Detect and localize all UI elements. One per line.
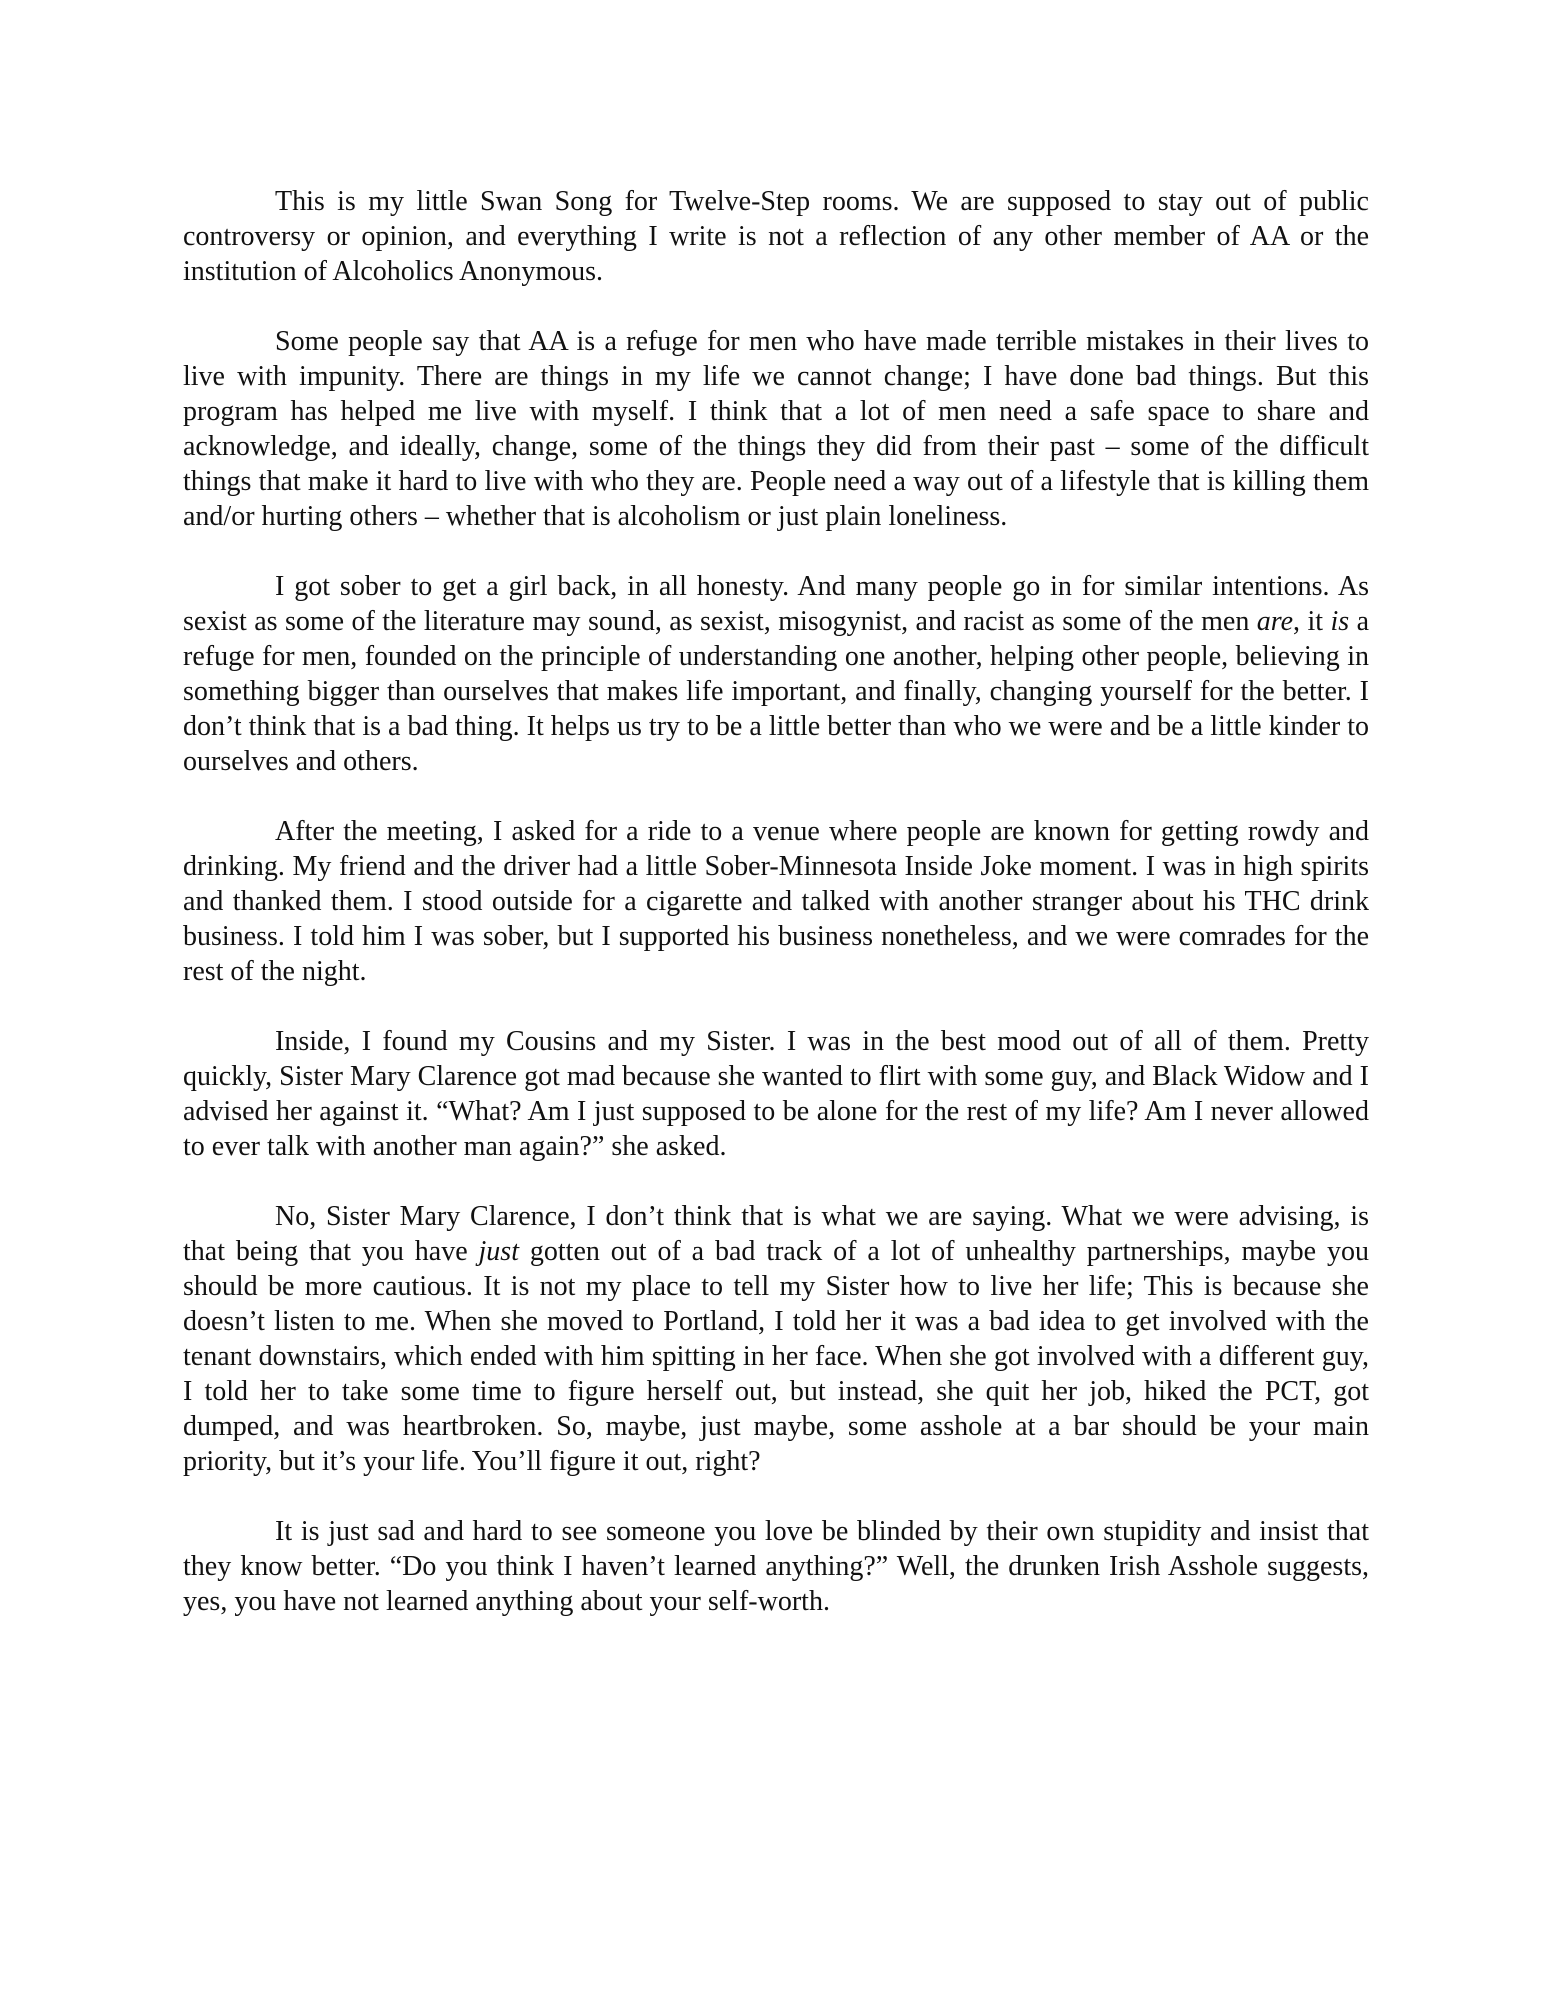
paragraph-7-text: It is just sad and hard to see someone you love be blinded by their own stupidity and insist that they know better. “Do you think I haven’t learned anything?” Well, the drunken Irish Asshole suggests, yes, you have not learned anything about your self-worth. [183,1516,1369,1617]
paragraph-3-italic-are: are [1256,606,1294,637]
paragraph-3 [183,569,1369,779]
paragraph-4 [183,814,1369,989]
paragraph-3-text-b: , it [1293,606,1331,637]
paragraph-1 [183,184,1369,289]
paragraph-3-italic-is: is [1330,606,1350,637]
document-body [183,184,1369,1619]
paragraph-3-text-a: I got sober to get a girl back, in all honesty. And many people go in for similar intentions. As sexist as some of the literature may sound, as sexist, misogynist, and racist as some of the men [183,571,1369,637]
paragraph-7 [183,1514,1369,1619]
paragraph-6 [183,1199,1369,1479]
paragraph-6-text-b: gotten out of a bad track of a lot of unhealthy partnerships, maybe you should be more cautious. It is not my place to tell my Sister how to live her life; This is because she doesn’t listen to me. When she moved to Portland, I told her it was a bad idea to get involved with the tenant downstairs, which ended with him spitting in her face. When she got involved with a different guy, I told her to take some time to figure herself out, but instead, she quit her job, hiked the PCT, got dumped, and was heartbroken. So, maybe, just maybe, some asshole at a bar should be your main priority, but it’s your life. You’ll figure it out, right? [183,1236,1369,1477]
paragraph-5 [183,1024,1369,1164]
paragraph-4-text: After the meeting, I asked for a ride to a venue where people are known for getting rowdy and drinking. My friend and the driver had a little Sober-Minnesota Inside Joke moment. I was in high spirits and thanked them. I stood outside for a cigarette and talked with another stranger about his THC drink business. I told him I was sober, but I supported his business nonetheless, and we were comrades for the rest of the night. [183,816,1369,987]
paragraph-6-text-a: No, Sister Mary Clarence, I don’t think that is what we are saying. What we were advising, is that being that you have [183,1201,1369,1267]
paragraph-2 [183,324,1369,534]
paragraph-3-text-c: a refuge for men, founded on the principle of understanding one another, helping other people, believing in something bigger than ourselves that makes life important, and finally, changing yourself for the better. I don’t think that is a bad thing. It helps us try to be a little better than who we were and be a little kinder to ourselves and others. [183,606,1369,777]
paragraph-1-text: This is my little Swan Song for Twelve-Step rooms. We are supposed to stay out of public controversy or opinion, and everything I write is not a reflection of any other member of AA or the institution of Alcoholics Anonymous. [183,186,1369,287]
paragraph-5-text: Inside, I found my Cousins and my Sister. I was in the best mood out of all of them. Pretty quickly, Sister Mary Clarence got mad because she wanted to flirt with some guy, and Black Widow and I advised her against it. “What? Am I just supposed to be alone for the rest of my life? Am I never allowed to ever talk with another man again?” she asked. [183,1026,1369,1162]
paragraph-6-italic-just: just [478,1236,519,1267]
paragraph-2-text: Some people say that AA is a refuge for men who have made terrible mistakes in their lives to live with impunity. There are things in my life we cannot change; I have done bad things. But this program has helped me live with myself. I think that a lot of men need a safe space to share and acknowledge, and ideally, change, some of the things they did from their past – some of the difficult things that make it hard to live with who they are. People need a way out of a lifestyle that is killing them and/or hurting others – whether that is alcoholism or just plain loneliness. [183,326,1369,532]
